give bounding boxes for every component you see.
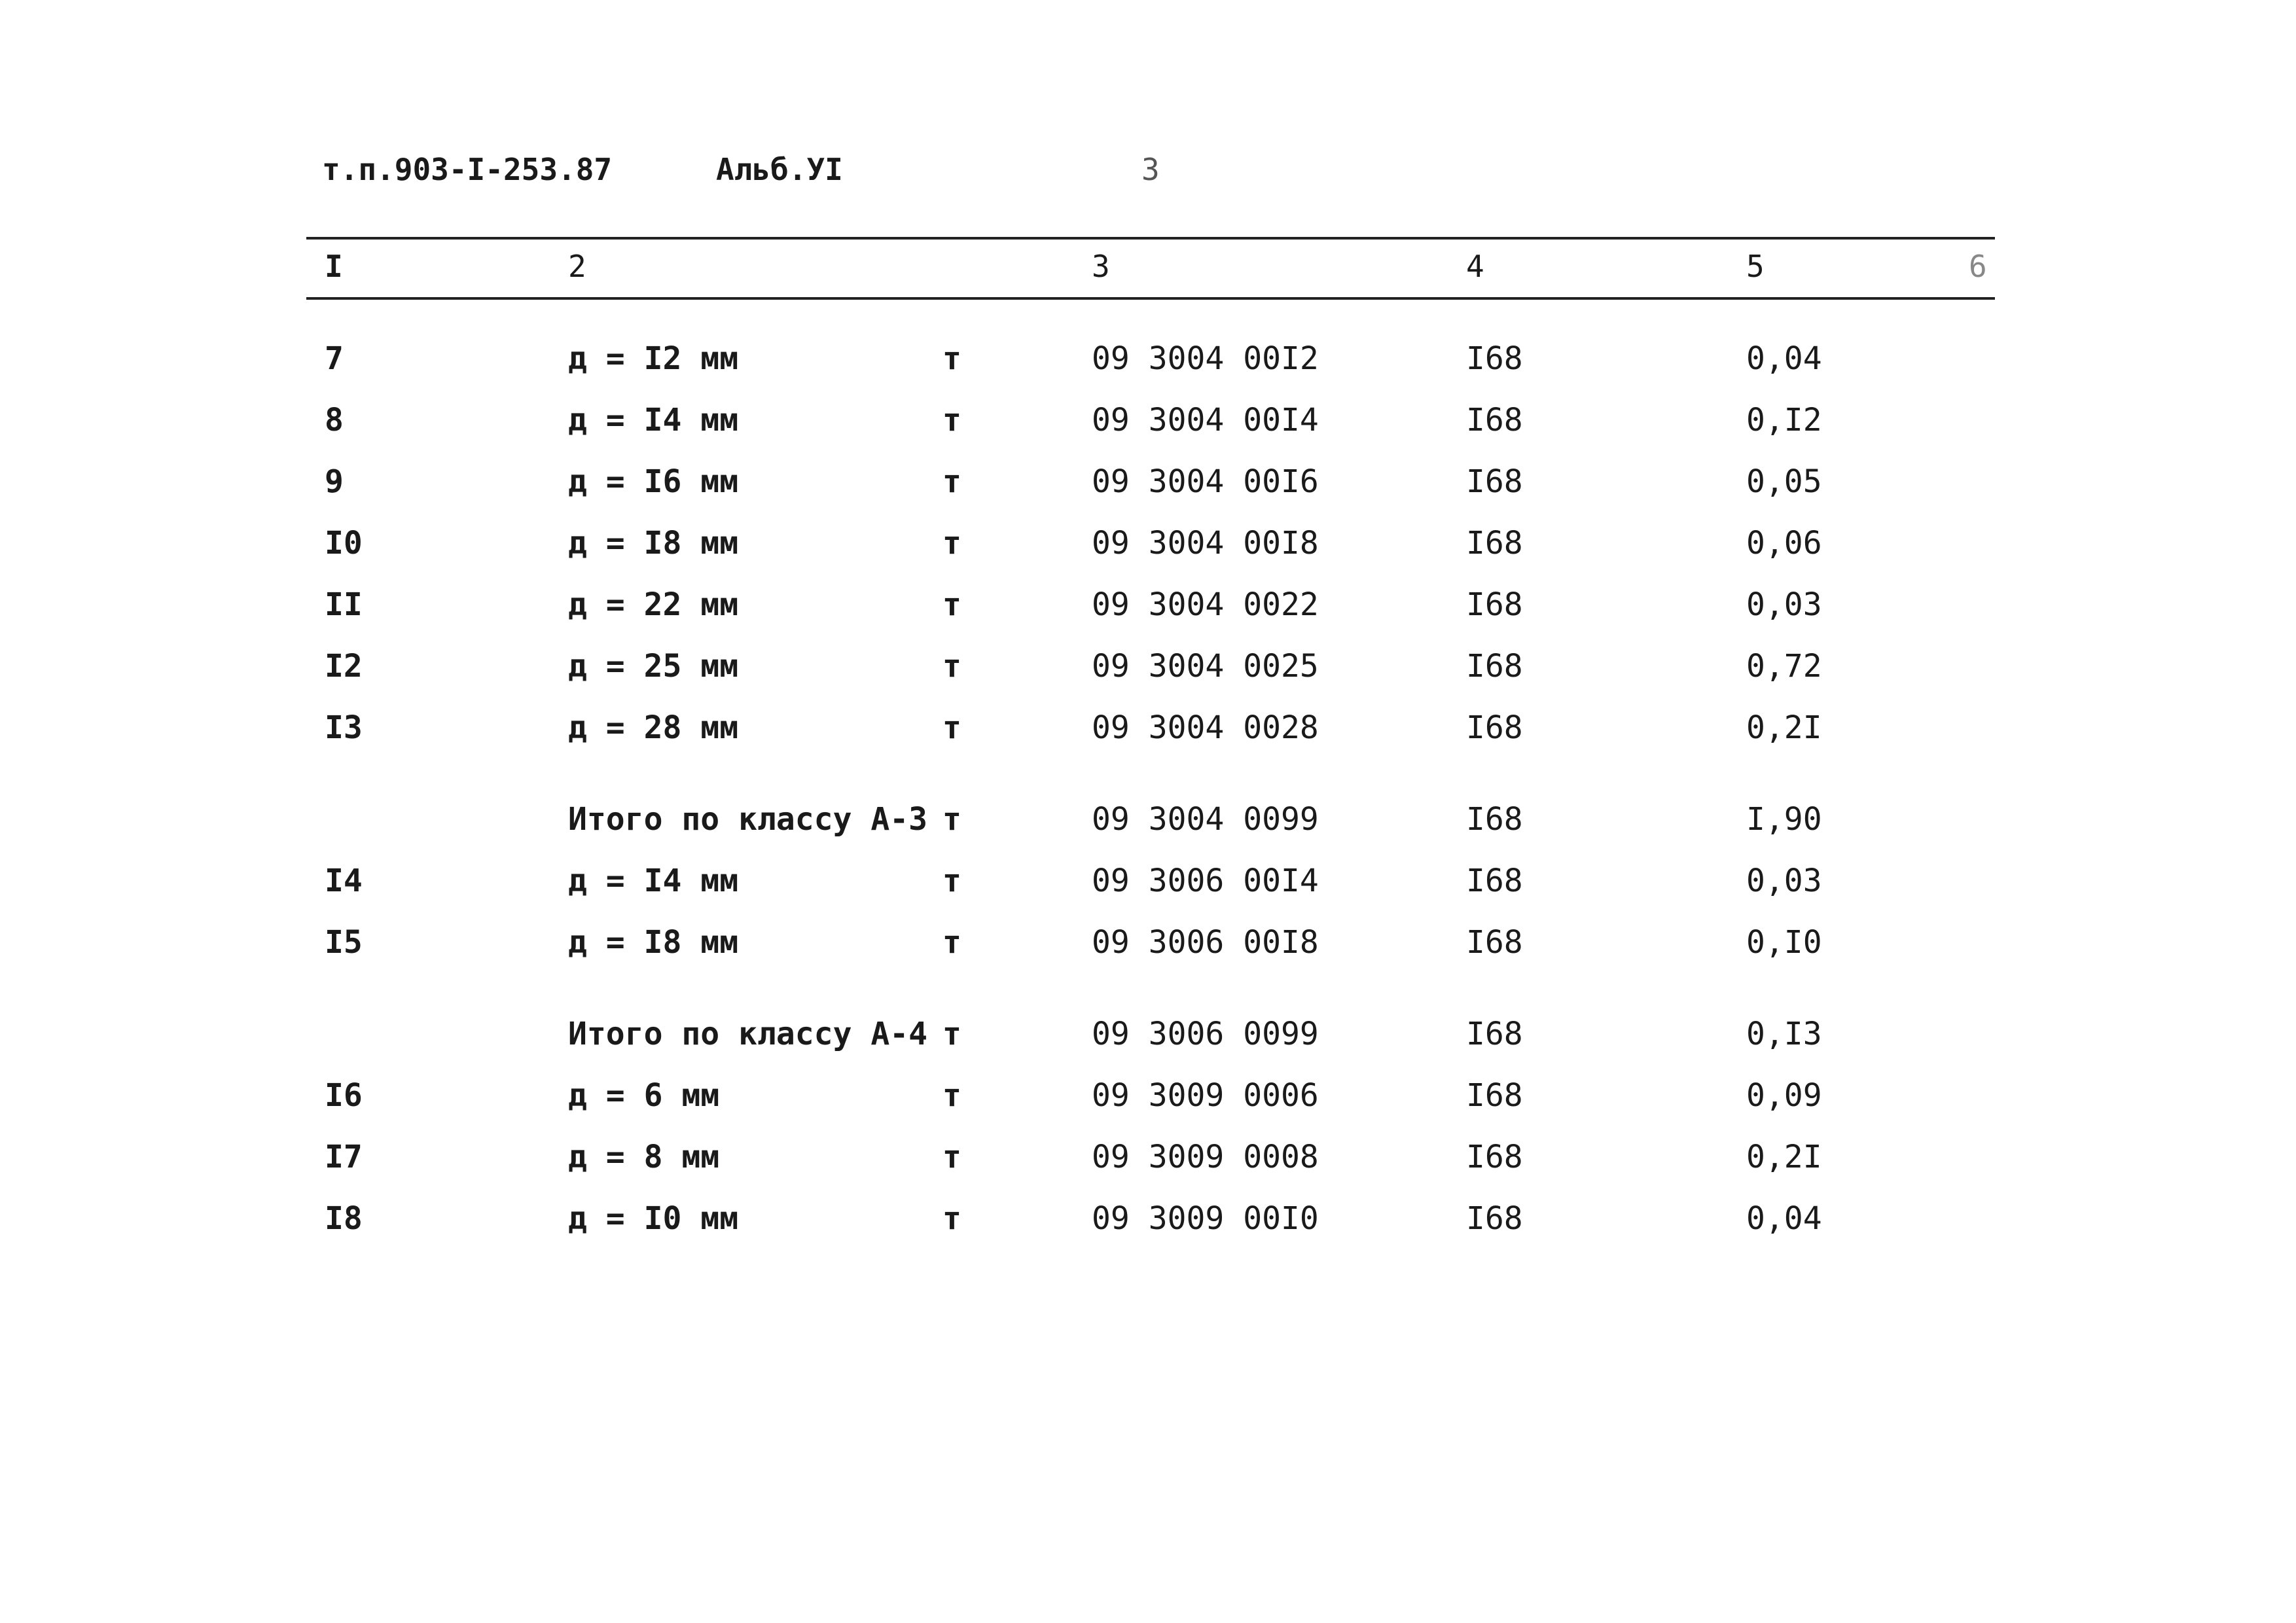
- table-row: [0, 924, 2296, 963]
- row-col5: 0,09: [1746, 1077, 1822, 1114]
- row-unit: т: [942, 648, 961, 685]
- row-description: д = I6 мм: [568, 463, 739, 500]
- table-row: [0, 463, 2296, 503]
- row-number: 7: [325, 340, 344, 377]
- row-code: 09 3004 0099: [1092, 801, 1319, 838]
- row-col5: 0,04: [1746, 340, 1822, 377]
- table-row: [0, 1077, 2296, 1116]
- row-col4: I68: [1466, 463, 1523, 500]
- row-unit: т: [942, 1077, 961, 1114]
- row-col4: I68: [1466, 801, 1523, 838]
- row-number: I8: [325, 1200, 363, 1237]
- row-number: I2: [325, 648, 363, 685]
- column-header-1: I: [325, 249, 343, 284]
- row-col5: 0,I2: [1746, 402, 1822, 438]
- column-header-5: 5: [1746, 249, 1765, 284]
- row-description: д = I0 мм: [568, 1200, 739, 1237]
- row-code: 09 3006 00I8: [1092, 924, 1319, 961]
- page-number: 3: [1141, 152, 1160, 187]
- row-number: 9: [325, 463, 344, 500]
- row-number: 8: [325, 402, 344, 438]
- row-col5: 0,03: [1746, 586, 1822, 623]
- row-col5: 0,2I: [1746, 709, 1822, 746]
- row-number: II: [325, 586, 363, 623]
- table-row: [0, 709, 2296, 749]
- row-col4: I68: [1466, 402, 1523, 438]
- row-description: д = I8 мм: [568, 525, 739, 562]
- row-col5: 0,04: [1746, 1200, 1822, 1237]
- row-code: 09 3004 0025: [1092, 648, 1319, 685]
- row-description: Итого по классу А-3: [568, 801, 928, 838]
- row-unit: т: [942, 1139, 961, 1175]
- row-col5: 0,2I: [1746, 1139, 1822, 1175]
- subtotal-row: [0, 1016, 2296, 1055]
- subtotal-row: [0, 801, 2296, 840]
- row-col4: I68: [1466, 863, 1523, 899]
- row-number: I4: [325, 863, 363, 899]
- row-unit: т: [942, 801, 961, 838]
- row-number: I6: [325, 1077, 363, 1114]
- table-row: [0, 586, 2296, 626]
- row-code: 09 3004 00I6: [1092, 463, 1319, 500]
- row-col4: I68: [1466, 709, 1523, 746]
- column-header-3: 3: [1092, 249, 1110, 284]
- column-header-2: 2: [568, 249, 586, 284]
- row-description: Итого по классу А-4: [568, 1016, 928, 1052]
- row-description: д = 25 мм: [568, 648, 739, 685]
- table-row: [0, 402, 2296, 441]
- row-col5: 0,03: [1746, 863, 1822, 899]
- row-description: д = 6 мм: [568, 1077, 720, 1114]
- row-code: 09 3004 0022: [1092, 586, 1319, 623]
- row-description: д = I2 мм: [568, 340, 739, 377]
- row-code: 09 3009 00I0: [1092, 1200, 1319, 1237]
- row-description: д = 28 мм: [568, 709, 739, 746]
- row-unit: т: [942, 402, 961, 438]
- row-code: 09 3009 0008: [1092, 1139, 1319, 1175]
- row-col4: I68: [1466, 1200, 1523, 1237]
- row-unit: т: [942, 1016, 961, 1052]
- row-col5: 0,I3: [1746, 1016, 1822, 1052]
- row-unit: т: [942, 525, 961, 562]
- row-unit: т: [942, 1200, 961, 1237]
- row-description: д = I4 мм: [568, 402, 739, 438]
- row-code: 09 3006 00I4: [1092, 863, 1319, 899]
- row-col4: I68: [1466, 648, 1523, 685]
- row-col4: I68: [1466, 525, 1523, 562]
- row-col5: I,90: [1746, 801, 1822, 838]
- row-col5: 0,72: [1746, 648, 1822, 685]
- table-row: [0, 863, 2296, 902]
- table-row: [0, 340, 2296, 380]
- table-row: [0, 1139, 2296, 1178]
- row-unit: т: [942, 463, 961, 500]
- table-row: [0, 525, 2296, 564]
- row-description: д = 8 мм: [568, 1139, 720, 1175]
- column-header-4: 4: [1466, 249, 1484, 284]
- row-number: I7: [325, 1139, 363, 1175]
- row-code: 09 3004 0028: [1092, 709, 1319, 746]
- row-col4: I68: [1466, 924, 1523, 961]
- column-header-6: 6: [1969, 249, 1987, 284]
- row-col4: I68: [1466, 586, 1523, 623]
- row-unit: т: [942, 709, 961, 746]
- row-number: I5: [325, 924, 363, 961]
- document-code: т.п.903-I-253.87: [322, 152, 613, 187]
- row-col5: 0,06: [1746, 525, 1822, 562]
- row-col5: 0,I0: [1746, 924, 1822, 961]
- row-number: I0: [325, 525, 363, 562]
- row-col4: I68: [1466, 1139, 1523, 1175]
- row-code: 09 3004 00I2: [1092, 340, 1319, 377]
- row-unit: т: [942, 586, 961, 623]
- row-code: 09 3004 00I8: [1092, 525, 1319, 562]
- row-unit: т: [942, 924, 961, 961]
- table-row: [0, 1200, 2296, 1240]
- row-col4: I68: [1466, 1077, 1523, 1114]
- row-description: д = I4 мм: [568, 863, 739, 899]
- row-code: 09 3006 0099: [1092, 1016, 1319, 1052]
- row-col5: 0,05: [1746, 463, 1822, 500]
- row-description: д = 22 мм: [568, 586, 739, 623]
- row-number: I3: [325, 709, 363, 746]
- row-col4: I68: [1466, 1016, 1523, 1052]
- row-code: 09 3004 00I4: [1092, 402, 1319, 438]
- row-unit: т: [942, 863, 961, 899]
- row-code: 09 3009 0006: [1092, 1077, 1319, 1114]
- row-col4: I68: [1466, 340, 1523, 377]
- row-unit: т: [942, 340, 961, 377]
- table-row: [0, 648, 2296, 687]
- row-description: д = I8 мм: [568, 924, 739, 961]
- album-label: Альб.УI: [716, 152, 843, 187]
